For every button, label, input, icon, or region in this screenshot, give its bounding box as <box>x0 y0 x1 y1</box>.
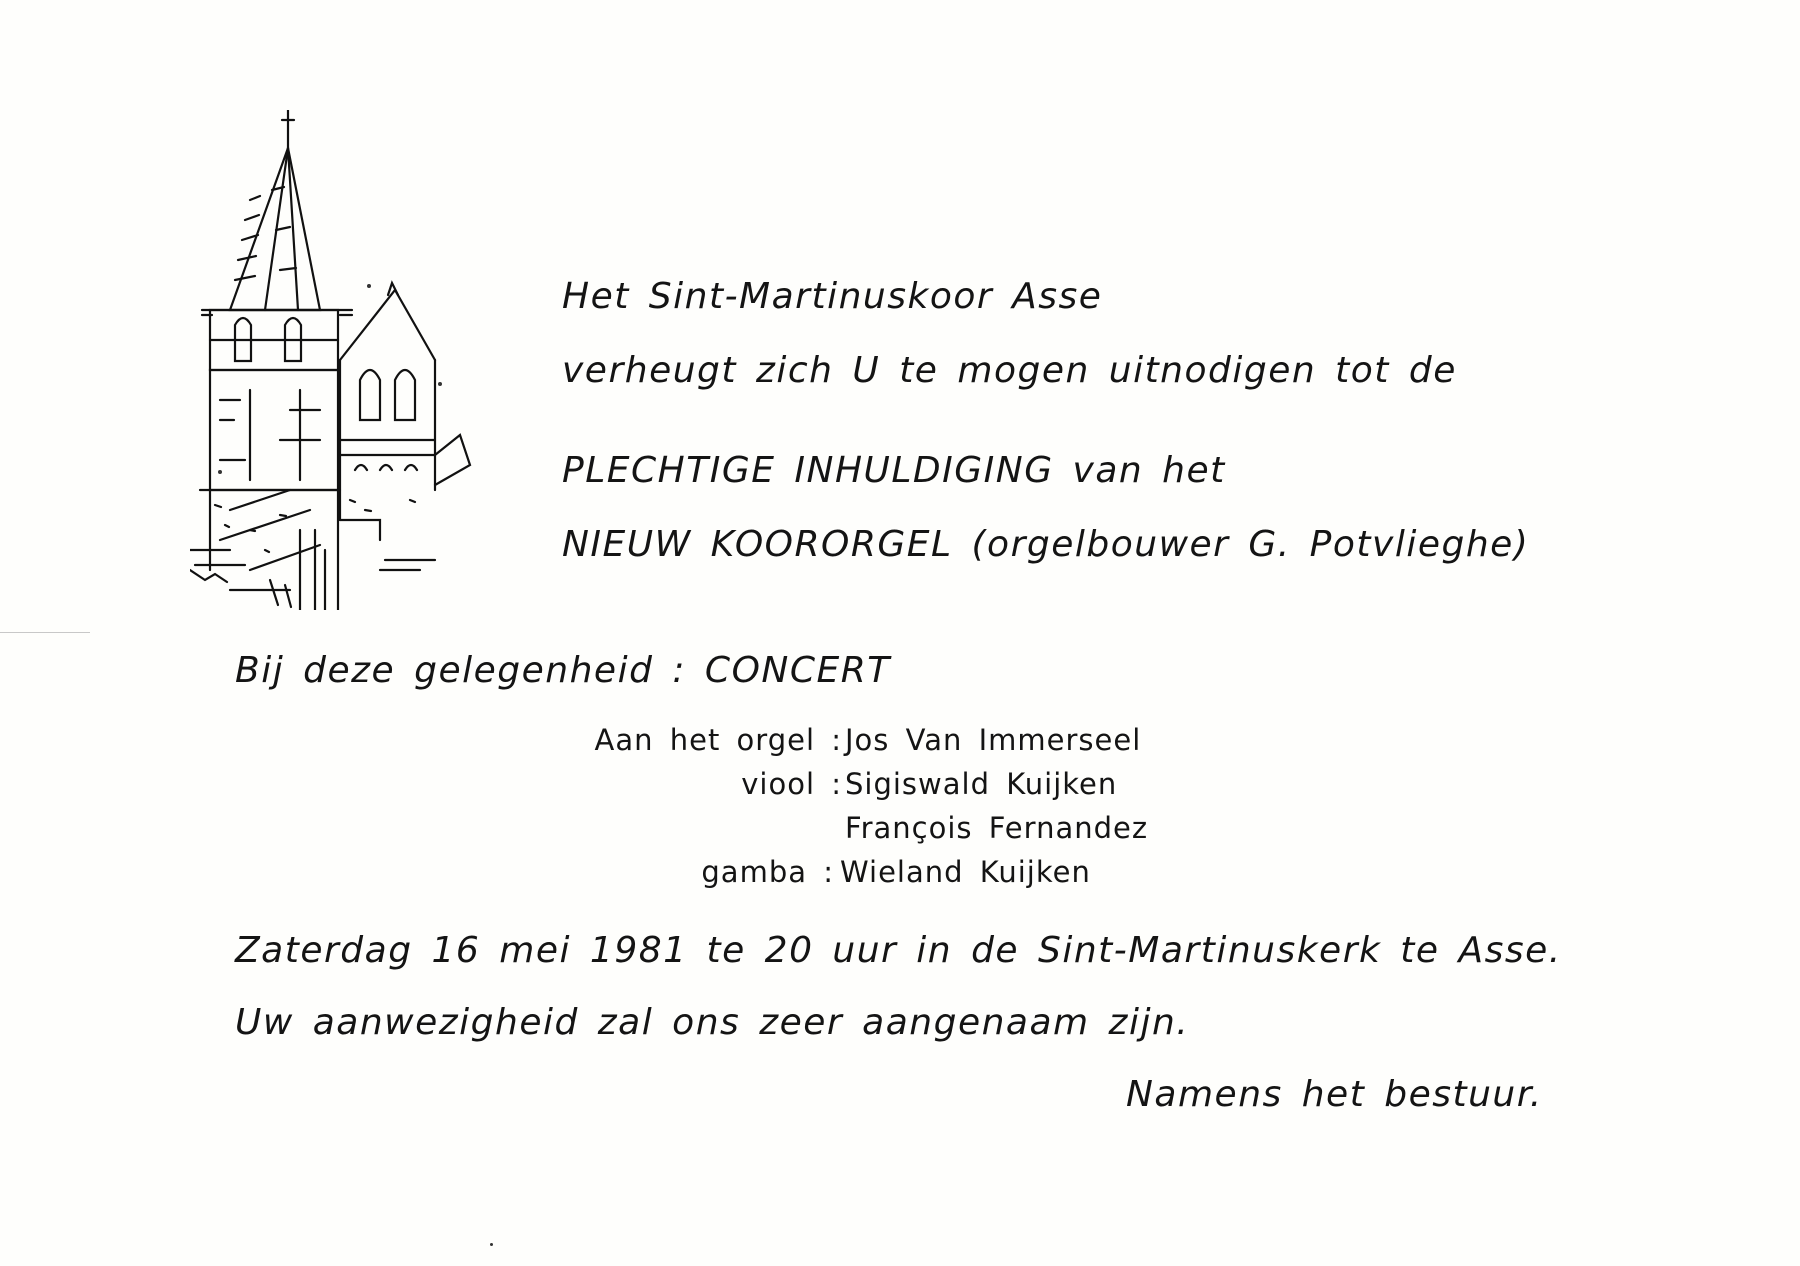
ink-speck <box>367 284 371 288</box>
performer-role: gamba : <box>701 855 834 889</box>
ink-speck <box>438 382 442 386</box>
performer-name: François Fernandez <box>845 811 1149 845</box>
performer-name: Jos Van Immerseel <box>845 723 1142 757</box>
ink-speck <box>218 470 222 474</box>
church-tower-icon <box>190 110 490 610</box>
concert-heading: Bij deze gelegenheid : CONCERT <box>235 650 891 691</box>
presence-line: Uw aanwezigheid zal ons zeer aangenaam zijn. <box>235 1002 1190 1043</box>
paper-fold-line <box>0 632 90 633</box>
ink-speck <box>490 1243 493 1246</box>
inauguration-line: PLECHTIGE INHULDIGING van het <box>562 450 1226 491</box>
performer-role: Aan het orgel : <box>594 723 842 757</box>
choir-name: Het Sint-Martinuskoor Asse <box>562 276 1103 317</box>
performer-role: viool : <box>741 767 842 801</box>
performer-name: Sigiswald Kuijken <box>845 767 1118 801</box>
signoff: Namens het bestuur. <box>1126 1074 1543 1115</box>
date-location: Zaterdag 16 mei 1981 te 20 uur in de Sint-Martinuskerk te Asse. <box>235 930 1562 971</box>
invitation-line: verheugt zich U te mogen uitnodigen tot de <box>562 350 1457 391</box>
organ-line: NIEUW KOORORGEL (orgelbouwer G. Potvlieghe) <box>562 524 1530 565</box>
performer-name: Wieland Kuijken <box>840 855 1091 889</box>
